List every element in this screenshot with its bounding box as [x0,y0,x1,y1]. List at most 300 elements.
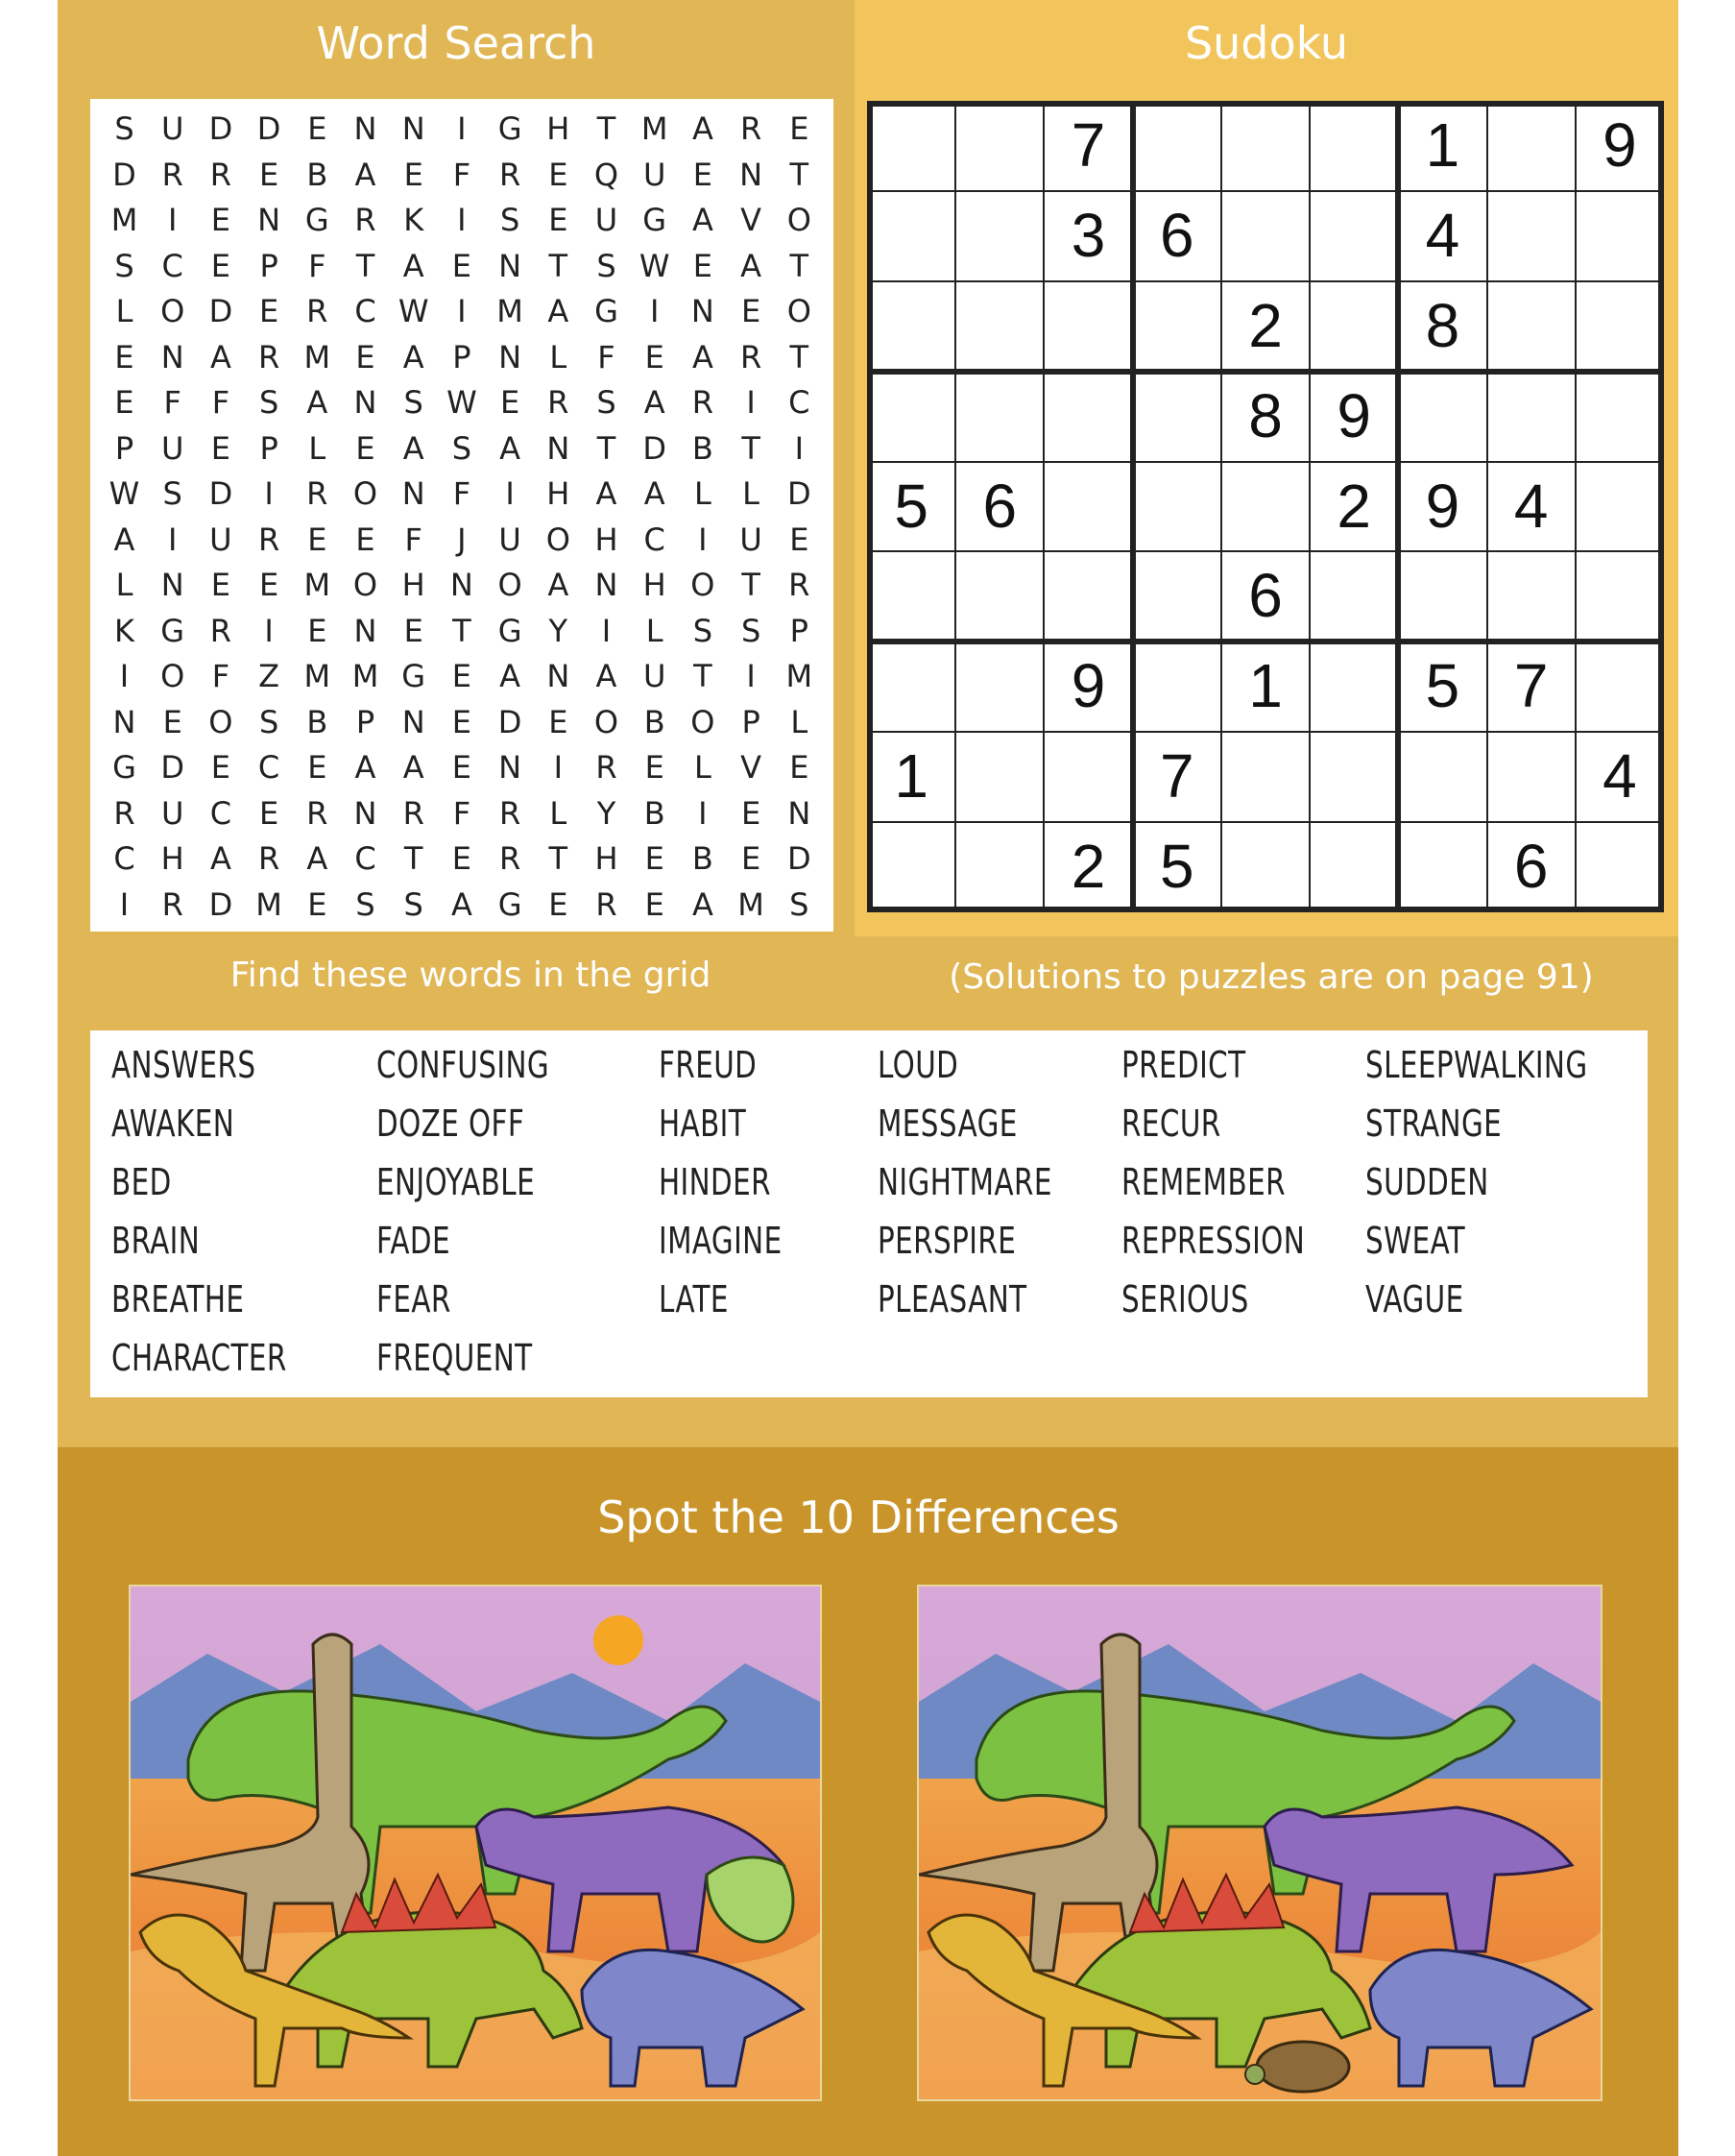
word-search-letter[interactable]: D [112,156,136,193]
sudoku-cell[interactable] [955,101,1044,191]
word-search-letter[interactable]: O [352,475,378,512]
word-search-letter[interactable]: E [403,156,423,193]
word-search-letter[interactable]: E [210,429,230,467]
word-search-letter[interactable]: W [446,384,477,421]
sudoku-cell[interactable]: 5 [1159,832,1194,902]
sudoku-cell[interactable] [1398,822,1486,912]
sudoku-cell[interactable] [1576,642,1664,732]
word-search-letter[interactable]: F [308,247,326,284]
word-search-letter[interactable]: R [257,840,280,877]
word-search-letter[interactable]: R [257,521,280,558]
word-search-letter[interactable]: L [742,475,759,512]
word-search-letter[interactable]: C [113,840,135,877]
word-search-letter[interactable]: T [741,429,760,467]
sudoku-cell[interactable] [1133,281,1221,372]
sudoku-cell[interactable]: 8 [1425,290,1460,360]
word-search-letter[interactable]: L [693,475,711,512]
word-search-letter[interactable]: B [691,429,713,467]
sudoku-cell[interactable]: 7 [1071,110,1106,180]
sudoku-cell[interactable] [1487,372,1576,462]
sudoku-cell[interactable]: 1 [1248,651,1283,721]
word-search-letter[interactable]: W [108,475,140,512]
word-search-letter[interactable]: E [307,110,327,147]
word-search-letter[interactable]: E [548,202,568,238]
word-search-letter[interactable]: I [746,658,756,694]
word-search-letter[interactable]: E [644,840,664,877]
sudoku-cell[interactable] [1310,822,1398,912]
word-search-letter[interactable]: P [452,338,471,375]
word-search-letter[interactable]: A [450,885,472,923]
word-search-letter[interactable]: O [545,521,570,558]
sudoku-cell[interactable]: 4 [1513,471,1549,541]
word-search-letter[interactable]: E [258,293,279,329]
word-search-letter[interactable]: D [160,749,184,786]
word-search-letter[interactable]: C [354,293,376,329]
word-search-letter[interactable]: I [649,293,660,329]
word-search-letter[interactable]: P [259,247,278,284]
word-search-letter[interactable]: W [398,293,429,329]
word-search-letter[interactable]: E [451,703,471,740]
word-search-letter[interactable]: A [691,885,713,923]
word-search-letter[interactable]: N [739,156,763,193]
word-search-letter[interactable]: U [739,521,762,558]
word-search-letter[interactable]: I [505,475,515,512]
word-search-letter[interactable]: F [211,384,230,421]
word-search-letter[interactable]: H [401,567,425,603]
word-search-letter[interactable]: N [498,247,522,284]
word-search-letter[interactable]: U [642,156,666,193]
sudoku-cell[interactable] [1398,732,1486,822]
word-search-letter[interactable]: N [787,794,811,832]
word-search-letter[interactable]: A [499,429,521,467]
word-search-letter[interactable]: T [789,247,809,284]
word-search-letter[interactable]: B [306,703,328,740]
word-search-letter[interactable]: E [644,749,664,786]
word-search-letter[interactable]: S [740,612,761,649]
word-search-letter[interactable]: R [113,794,135,832]
word-search-letter[interactable]: O [497,567,522,603]
word-search-letter[interactable]: M [303,658,331,694]
word-search-letter[interactable]: S [499,202,520,238]
sudoku-cell[interactable]: 4 [1602,741,1637,812]
word-search-letter[interactable]: E [740,840,761,877]
word-search-letter[interactable]: G [112,749,136,786]
sudoku-cell[interactable]: 5 [894,471,928,541]
word-search-letter[interactable]: O [786,293,811,329]
sudoku-cell[interactable] [1487,281,1576,372]
word-search-letter[interactable]: R [691,384,713,421]
word-search-letter[interactable]: G [160,612,185,649]
word-search-letter[interactable]: Y [596,794,616,832]
word-search-letter[interactable]: R [788,567,810,603]
word-search-letter[interactable]: E [692,247,712,284]
word-search-letter[interactable]: N [594,567,618,603]
word-search-letter[interactable]: S [789,885,809,923]
word-search-letter[interactable]: R [547,384,569,421]
word-search-letter[interactable]: S [403,885,423,923]
sudoku-cell[interactable] [1133,642,1221,732]
word-search-letter[interactable]: E [258,567,279,603]
word-search-letter[interactable]: S [451,429,472,467]
word-search-letter[interactable]: T [596,429,616,467]
sudoku-cell[interactable]: 9 [1425,471,1460,541]
word-search-letter[interactable]: E [355,521,375,558]
word-search-letter[interactable]: E [451,658,471,694]
sudoku-cell[interactable]: 7 [1513,651,1549,721]
word-search-letter[interactable]: M [303,567,331,603]
sudoku-cell[interactable]: 9 [1337,380,1372,450]
word-search-letter[interactable]: F [452,794,471,832]
sudoku-cell[interactable]: 4 [1425,200,1460,270]
sudoku-cell[interactable]: 1 [894,741,928,812]
word-search-letter[interactable]: C [643,521,665,558]
word-search-letter[interactable]: A [354,749,376,786]
word-search-letter[interactable]: E [740,293,761,329]
word-search-letter[interactable]: I [119,658,130,694]
word-search-letter[interactable]: E [403,612,423,649]
word-search-letter[interactable]: G [304,202,329,238]
word-search-letter[interactable]: A [499,658,521,694]
word-search-letter[interactable]: M [303,338,331,375]
word-search-letter[interactable]: G [497,612,522,649]
word-search-letter[interactable]: E [548,156,568,193]
sudoku-cell[interactable] [1487,191,1576,281]
word-search-letter[interactable]: E [789,521,809,558]
sudoku-cell[interactable]: 6 [1248,561,1283,631]
word-search-letter[interactable]: N [449,567,473,603]
word-search-letter[interactable]: R [595,885,617,923]
word-search-letter[interactable]: E [548,885,568,923]
word-search-letter[interactable]: N [353,612,377,649]
word-search-letter[interactable]: E [451,840,471,877]
sudoku-cell[interactable] [1133,462,1221,552]
sudoku-cell[interactable] [1133,551,1221,642]
word-search-letter[interactable]: A [306,840,328,877]
sudoku-cell[interactable] [1310,642,1398,732]
sudoku-cell[interactable] [1133,372,1221,462]
word-search-letter[interactable]: A [402,247,424,284]
sudoku-cell[interactable] [1221,732,1310,822]
sudoku-cell[interactable] [1044,732,1132,822]
sudoku-cell[interactable] [1398,372,1486,462]
word-search-letter[interactable]: M [737,885,764,923]
word-search-letter[interactable]: Z [258,658,280,694]
word-search-letter[interactable]: R [161,885,183,923]
sudoku-cell[interactable] [1221,191,1310,281]
word-search-letter[interactable]: T [693,658,712,694]
word-search-letter[interactable]: I [264,612,274,649]
word-search-letter[interactable]: A [691,202,713,238]
word-search-letter[interactable]: A [740,247,762,284]
word-search-letter[interactable]: M [110,202,138,238]
word-search-letter[interactable]: I [119,885,130,923]
word-search-letter[interactable]: T [548,247,568,284]
sudoku-cell[interactable] [1576,372,1664,462]
sudoku-cell[interactable] [867,191,955,281]
word-search-letter[interactable]: M [785,658,813,694]
word-search-letter[interactable]: I [167,521,178,558]
word-search-letter[interactable]: E [307,521,327,558]
sudoku-cell[interactable] [955,191,1044,281]
word-search-letter[interactable]: M [496,293,523,329]
sudoku-cell[interactable]: 6 [1513,832,1549,902]
sudoku-cell[interactable] [1044,281,1132,372]
word-search-letter[interactable]: S [258,703,279,740]
word-search-letter[interactable]: A [547,567,569,603]
word-search-letter[interactable]: D [208,293,233,329]
word-search-letter[interactable]: G [642,202,667,238]
word-search-letter[interactable]: W [639,247,670,284]
word-search-letter[interactable]: N [401,703,425,740]
word-search-letter[interactable]: S [355,885,375,923]
word-search-letter[interactable]: P [355,703,375,740]
word-search-letter[interactable]: E [210,749,230,786]
sudoku-cell[interactable]: 7 [1159,741,1194,812]
word-search-letter[interactable]: A [643,384,665,421]
word-search-letter[interactable]: A [643,475,665,512]
word-search-letter[interactable]: K [114,612,134,649]
word-search-letter[interactable]: E [114,338,134,375]
word-search-letter[interactable]: R [498,840,521,877]
word-search-letter[interactable]: R [209,612,231,649]
word-search-letter[interactable]: P [259,429,278,467]
word-search-letter[interactable]: E [307,749,327,786]
sudoku-cell[interactable] [867,551,955,642]
word-search-letter[interactable]: E [162,703,182,740]
word-search-letter[interactable]: N [160,338,184,375]
word-search-letter[interactable]: E [307,885,327,923]
sudoku-cell[interactable] [1487,101,1576,191]
word-search-letter[interactable]: D [208,885,233,923]
word-search-letter[interactable]: L [308,429,326,467]
sudoku-cell[interactable]: 9 [1071,651,1106,721]
word-search-letter[interactable]: A [402,429,424,467]
sudoku-cell[interactable] [955,551,1044,642]
word-search-letter[interactable]: K [403,202,424,238]
word-search-letter[interactable]: M [255,885,282,923]
word-search-letter[interactable]: I [457,202,467,238]
word-search-letter[interactable]: G [497,885,522,923]
word-search-letter[interactable]: E [644,338,664,375]
word-search-letter[interactable]: N [257,202,281,238]
word-search-letter[interactable]: F [163,384,181,421]
word-search-letter[interactable]: E [210,202,230,238]
word-search-letter[interactable]: D [497,703,522,740]
word-search-letter[interactable]: R [402,794,424,832]
word-search-letter[interactable]: E [258,794,279,832]
word-search-letter[interactable]: R [739,110,762,147]
sudoku-cell[interactable]: 5 [1425,651,1460,721]
word-search-letter[interactable]: I [746,384,756,421]
word-search-letter[interactable]: N [112,703,136,740]
sudoku-cell[interactable] [1221,822,1310,912]
word-search-letter[interactable]: A [691,110,713,147]
word-search-letter[interactable]: A [209,338,231,375]
sudoku-cell[interactable] [955,372,1044,462]
word-search-letter[interactable]: R [354,202,376,238]
word-search-letter[interactable]: U [209,521,232,558]
sudoku-cell[interactable] [1310,551,1398,642]
word-search-letter[interactable]: I [698,521,708,558]
word-search-letter[interactable]: I [457,293,467,329]
word-search-letter[interactable]: S [114,247,134,284]
word-search-letter[interactable]: D [256,110,281,147]
word-search-letter[interactable]: S [596,384,616,421]
word-search-letter[interactable]: N [546,658,570,694]
word-search-letter[interactable]: E [740,794,761,832]
word-search-letter[interactable]: E [692,156,712,193]
sudoku-cell[interactable] [1487,551,1576,642]
word-search-letter[interactable]: A [113,521,135,558]
word-search-letter[interactable]: S [596,247,616,284]
word-search-letter[interactable]: R [306,475,328,512]
word-search-letter[interactable]: A [691,338,713,375]
word-search-letter[interactable]: I [457,110,467,147]
word-search-letter[interactable]: L [645,612,663,649]
word-search-letter[interactable]: U [498,521,521,558]
word-search-letter[interactable]: D [786,840,811,877]
sudoku-cell[interactable] [955,642,1044,732]
word-search-letter[interactable]: U [594,202,618,238]
word-search-letter[interactable]: G [497,110,522,147]
word-search-letter[interactable]: C [354,840,376,877]
word-search-letter[interactable]: N [353,110,377,147]
word-search-letter[interactable]: V [740,202,762,238]
word-search-letter[interactable]: I [264,475,274,512]
sudoku-cell[interactable] [1221,462,1310,552]
word-search-letter[interactable]: S [258,384,279,421]
sudoku-cell[interactable] [867,822,955,912]
word-search-letter[interactable]: N [546,429,570,467]
word-search-letter[interactable]: M [640,110,668,147]
word-search-letter[interactable]: R [739,338,762,375]
word-search-letter[interactable]: N [160,567,184,603]
word-search-letter[interactable]: N [401,475,425,512]
word-search-letter[interactable]: S [692,612,713,649]
word-search-letter[interactable]: Q [593,156,619,193]
word-search-letter[interactable]: H [546,475,570,512]
word-search-letter[interactable]: F [211,658,230,694]
sudoku-cell[interactable]: 2 [1337,471,1372,541]
word-search-letter[interactable]: H [546,110,570,147]
word-search-letter[interactable]: P [114,429,134,467]
sudoku-cell[interactable]: 8 [1248,380,1283,450]
word-search-letter[interactable]: E [210,567,230,603]
word-search-letter[interactable]: N [353,794,377,832]
word-search-letter[interactable]: B [643,794,665,832]
word-search-letter[interactable]: F [404,521,422,558]
sudoku-cell[interactable] [1310,191,1398,281]
word-search-letter[interactable]: E [644,885,664,923]
word-search-letter[interactable]: I [601,612,612,649]
word-search-letter[interactable]: M [351,658,379,694]
word-search-letter[interactable]: H [594,521,618,558]
sudoku-cell[interactable] [1221,101,1310,191]
word-search-letter[interactable]: N [353,384,377,421]
word-search-letter[interactable]: P [741,703,760,740]
word-search-letter[interactable]: N [690,293,714,329]
sudoku-cell[interactable] [1310,281,1398,372]
sudoku-cell[interactable]: 1 [1425,110,1460,180]
word-search-letter[interactable]: A [209,840,231,877]
word-search-letter[interactable]: V [740,749,762,786]
word-search-letter[interactable]: S [162,475,182,512]
sudoku-cell[interactable] [1487,732,1576,822]
word-search-letter[interactable]: R [306,293,328,329]
sudoku-cell[interactable] [1576,191,1664,281]
word-search-letter[interactable]: T [403,840,423,877]
word-search-letter[interactable]: E [210,247,230,284]
sudoku-cell[interactable] [1576,822,1664,912]
word-search-letter[interactable]: R [161,156,183,193]
sudoku-cell[interactable]: 2 [1071,832,1106,902]
word-search-letter[interactable]: O [208,703,233,740]
word-search-letter[interactable]: U [160,110,184,147]
sudoku-cell[interactable] [1310,732,1398,822]
sudoku-cell[interactable] [867,281,955,372]
word-search-letter[interactable]: E [114,384,134,421]
sudoku-cell[interactable]: 6 [982,471,1018,541]
word-search-letter[interactable]: U [642,658,666,694]
word-search-letter[interactable]: R [498,156,521,193]
word-search-letter[interactable]: R [257,338,280,375]
sudoku-cell[interactable]: 9 [1602,110,1637,180]
word-search-letter[interactable]: E [258,156,279,193]
word-search-letter[interactable]: R [306,794,328,832]
sudoku-cell[interactable]: 6 [1159,200,1194,270]
word-search-letter[interactable]: E [355,429,375,467]
sudoku-cell[interactable]: 3 [1071,200,1106,270]
word-search-letter[interactable]: O [593,703,619,740]
word-search-letter[interactable]: R [498,794,521,832]
word-search-letter[interactable]: L [790,703,808,740]
word-search-letter[interactable]: I [553,749,564,786]
word-search-letter[interactable]: O [786,202,811,238]
word-search-letter[interactable]: E [307,612,327,649]
word-search-letter[interactable]: B [643,703,665,740]
word-search-letter[interactable]: T [741,567,760,603]
word-search-letter[interactable]: E [451,749,471,786]
sudoku-cell[interactable] [955,732,1044,822]
word-search-letter[interactable]: J [457,521,467,558]
word-search-letter[interactable]: D [642,429,666,467]
word-search-letter[interactable]: L [549,338,567,375]
word-search-letter[interactable]: C [257,749,280,786]
word-search-letter[interactable]: O [690,567,715,603]
word-search-letter[interactable]: U [160,794,184,832]
word-search-letter[interactable]: L [549,794,567,832]
word-search-letter[interactable]: B [691,840,713,877]
word-search-letter[interactable]: E [548,703,568,740]
word-search-letter[interactable]: L [115,567,133,603]
sudoku-cell[interactable] [955,281,1044,372]
sudoku-cell[interactable] [867,101,955,191]
word-search-letter[interactable]: A [402,749,424,786]
word-search-letter[interactable]: S [114,110,134,147]
word-search-letter[interactable]: T [596,110,616,147]
word-search-letter[interactable]: F [597,338,615,375]
word-search-letter[interactable]: O [160,658,185,694]
word-search-letter[interactable]: C [209,794,232,832]
word-search-letter[interactable]: R [209,156,231,193]
word-search-letter[interactable]: T [452,612,471,649]
word-search-letter[interactable]: B [306,156,328,193]
word-search-letter[interactable]: Y [548,612,568,649]
word-search-letter[interactable]: S [403,384,423,421]
word-search-letter[interactable]: I [167,202,178,238]
word-search-letter[interactable]: A [306,384,328,421]
word-search-letter[interactable]: T [789,338,809,375]
